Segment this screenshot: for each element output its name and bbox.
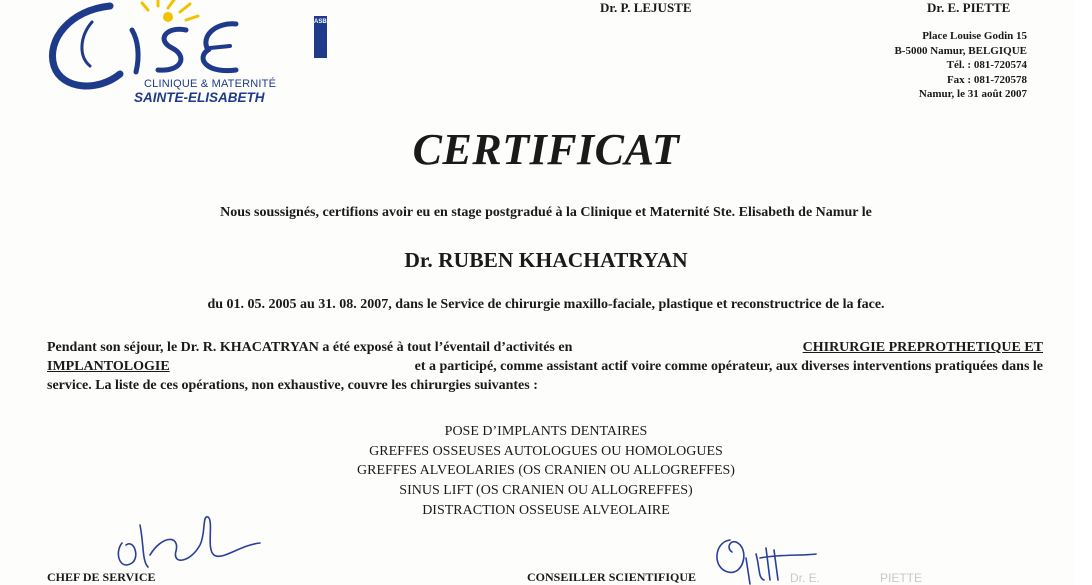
paragraph-text: Pendant son séjour, le Dr. R. KHACATRYAN a été exposé à tout l’éventail d’activités en [47, 340, 573, 355]
logo-asbl-tag: ASBL [314, 16, 327, 58]
header-doctor-right: Dr. E. PIETTE [927, 0, 1011, 15]
logo-subtitle: CLINIQUE & MATERNITÉ [144, 78, 277, 90]
address-date: Namur, le 31 août 2007 [918, 88, 1027, 101]
certificate-title: CERTIFICAT [412, 125, 680, 174]
clinic-logo [40, 0, 331, 110]
specialty-highlight: CHIRURGIE PREPROTHETIQUE ET [802, 340, 1043, 355]
address-line: Fax : 081-720578 [946, 73, 1027, 86]
address-line: Place Louise Godin 15 [922, 30, 1027, 42]
paragraph-line: service. La liste de ces opérations, non exhaustive, couvre les chirurgies suivantes : [47, 378, 538, 393]
clinic-address [894, 29, 1027, 102]
paragraph-line [47, 338, 1043, 357]
certification-statement: Nous soussignés, certifions avoir eu en stage postgradué à la Clinique et Maternité Ste. Elisabeth de Namur le [220, 205, 872, 220]
address-line: B-5000 Namur, BELGIQUE [894, 44, 1027, 57]
recipient-name: Dr. RUBEN KHACHATRYAN [404, 248, 688, 272]
faint-stamp-text: Dr. E. [790, 571, 821, 585]
paragraph-text: et a participé, comme assistant actif voire comme opérateur, aux diverses interventions pratiquées dans le [414, 359, 1043, 374]
header-doctor-left: Dr. P. LEJUSTE [600, 0, 692, 15]
operation-item: GREFFES ALVEOLARIES (OS CRANIEN OU ALLOGREFFES) [357, 463, 735, 479]
scientific-advisor-label: CONSEILLER SCIENTIFIQUE [527, 570, 697, 584]
internship-period: du 01. 05. 2005 au 31. 08. 2007, dans le Service de chirurgie maxillo-faciale, plastique et reconstructrice de la face. [207, 297, 885, 312]
activities-paragraph [47, 338, 1043, 395]
operation-item: GREFFES OSSEUSES AUTOLOGUES OU HOMOLOGUES [369, 443, 723, 459]
paragraph-line [47, 357, 1043, 376]
specialty-highlight: IMPLANTOLOGIE [47, 359, 170, 374]
signature-chief-icon [110, 505, 270, 575]
logo-clinic-name: SAINTE-ELISABETH [134, 90, 265, 105]
operation-item: POSE D’IMPLANTS DENTAIRES [444, 424, 648, 439]
address-line: Tél. : 081-720574 [946, 59, 1027, 72]
operation-item: DISTRACTION OSSEUSE ALVEOLAIRE [422, 502, 670, 518]
operation-item: SINUS LIFT (OS CRANIEN OU ALLOGREFFES) [399, 483, 693, 499]
faint-stamp-text: PIETTE [880, 571, 923, 585]
chief-of-service-label: CHEF DE SERVICE [47, 570, 156, 584]
